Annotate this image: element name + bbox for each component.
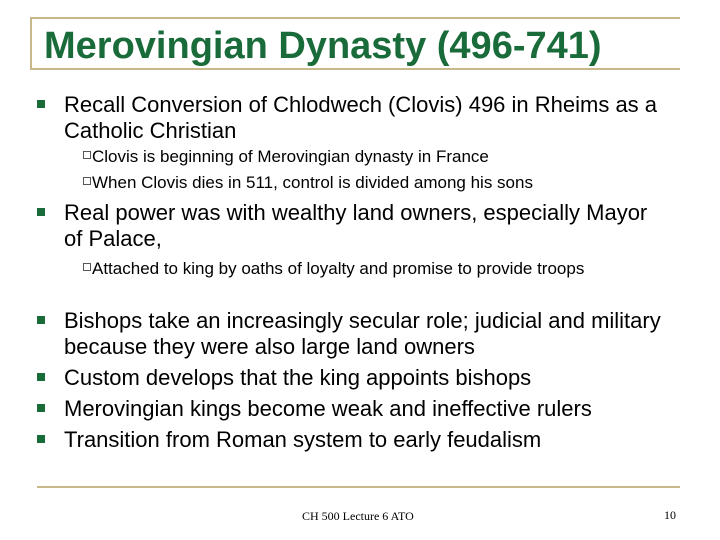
sub-bullet-text: When Clovis dies in 511, control is divided among his sons xyxy=(92,173,533,192)
bullet-item xyxy=(37,200,648,251)
bullet-text: Custom develops that the king appoints bishops xyxy=(64,365,532,390)
square-bullet-icon xyxy=(37,100,45,108)
square-bullet-icon xyxy=(37,404,45,412)
square-bullet-icon xyxy=(37,316,45,324)
bullet-item xyxy=(37,92,658,143)
bullet-item xyxy=(37,308,661,359)
footer-text: CH 500 Lecture 6 ATO xyxy=(302,509,414,523)
hollow-square-bullet-icon xyxy=(83,177,91,185)
bullet-text: Real power was with wealthy land owners, especially Mayor of Palace, xyxy=(64,200,648,251)
square-bullet-icon xyxy=(37,435,45,443)
page-number: 10 xyxy=(664,508,676,522)
footer-rule xyxy=(37,486,680,488)
bullet-item xyxy=(37,427,542,452)
sub-bullet-text: Attached to king by oaths of loyalty and promise to provide troops xyxy=(92,259,585,278)
hollow-square-bullet-icon xyxy=(83,263,91,271)
bullet-text: Bishops take an increasingly secular role; judicial and military because they were also large land owners xyxy=(64,308,661,359)
bullet-text: Recall Conversion of Chlodwech (Clovis) 496 in Rheims as a Catholic Christian xyxy=(64,92,658,143)
bullet-item xyxy=(37,365,532,390)
square-bullet-icon xyxy=(37,373,45,381)
sub-bullet-text: Clovis is beginning of Merovingian dynasty in France xyxy=(92,147,489,166)
hollow-square-bullet-icon xyxy=(83,151,91,159)
bullet-text: Merovingian kings become weak and ineffective rulers xyxy=(64,396,592,421)
bullet-item xyxy=(37,396,592,421)
square-bullet-icon xyxy=(37,208,45,216)
bullet-text: Transition from Roman system to early feudalism xyxy=(64,427,542,452)
slide-title: Merovingian Dynasty (496-741) xyxy=(44,25,602,67)
